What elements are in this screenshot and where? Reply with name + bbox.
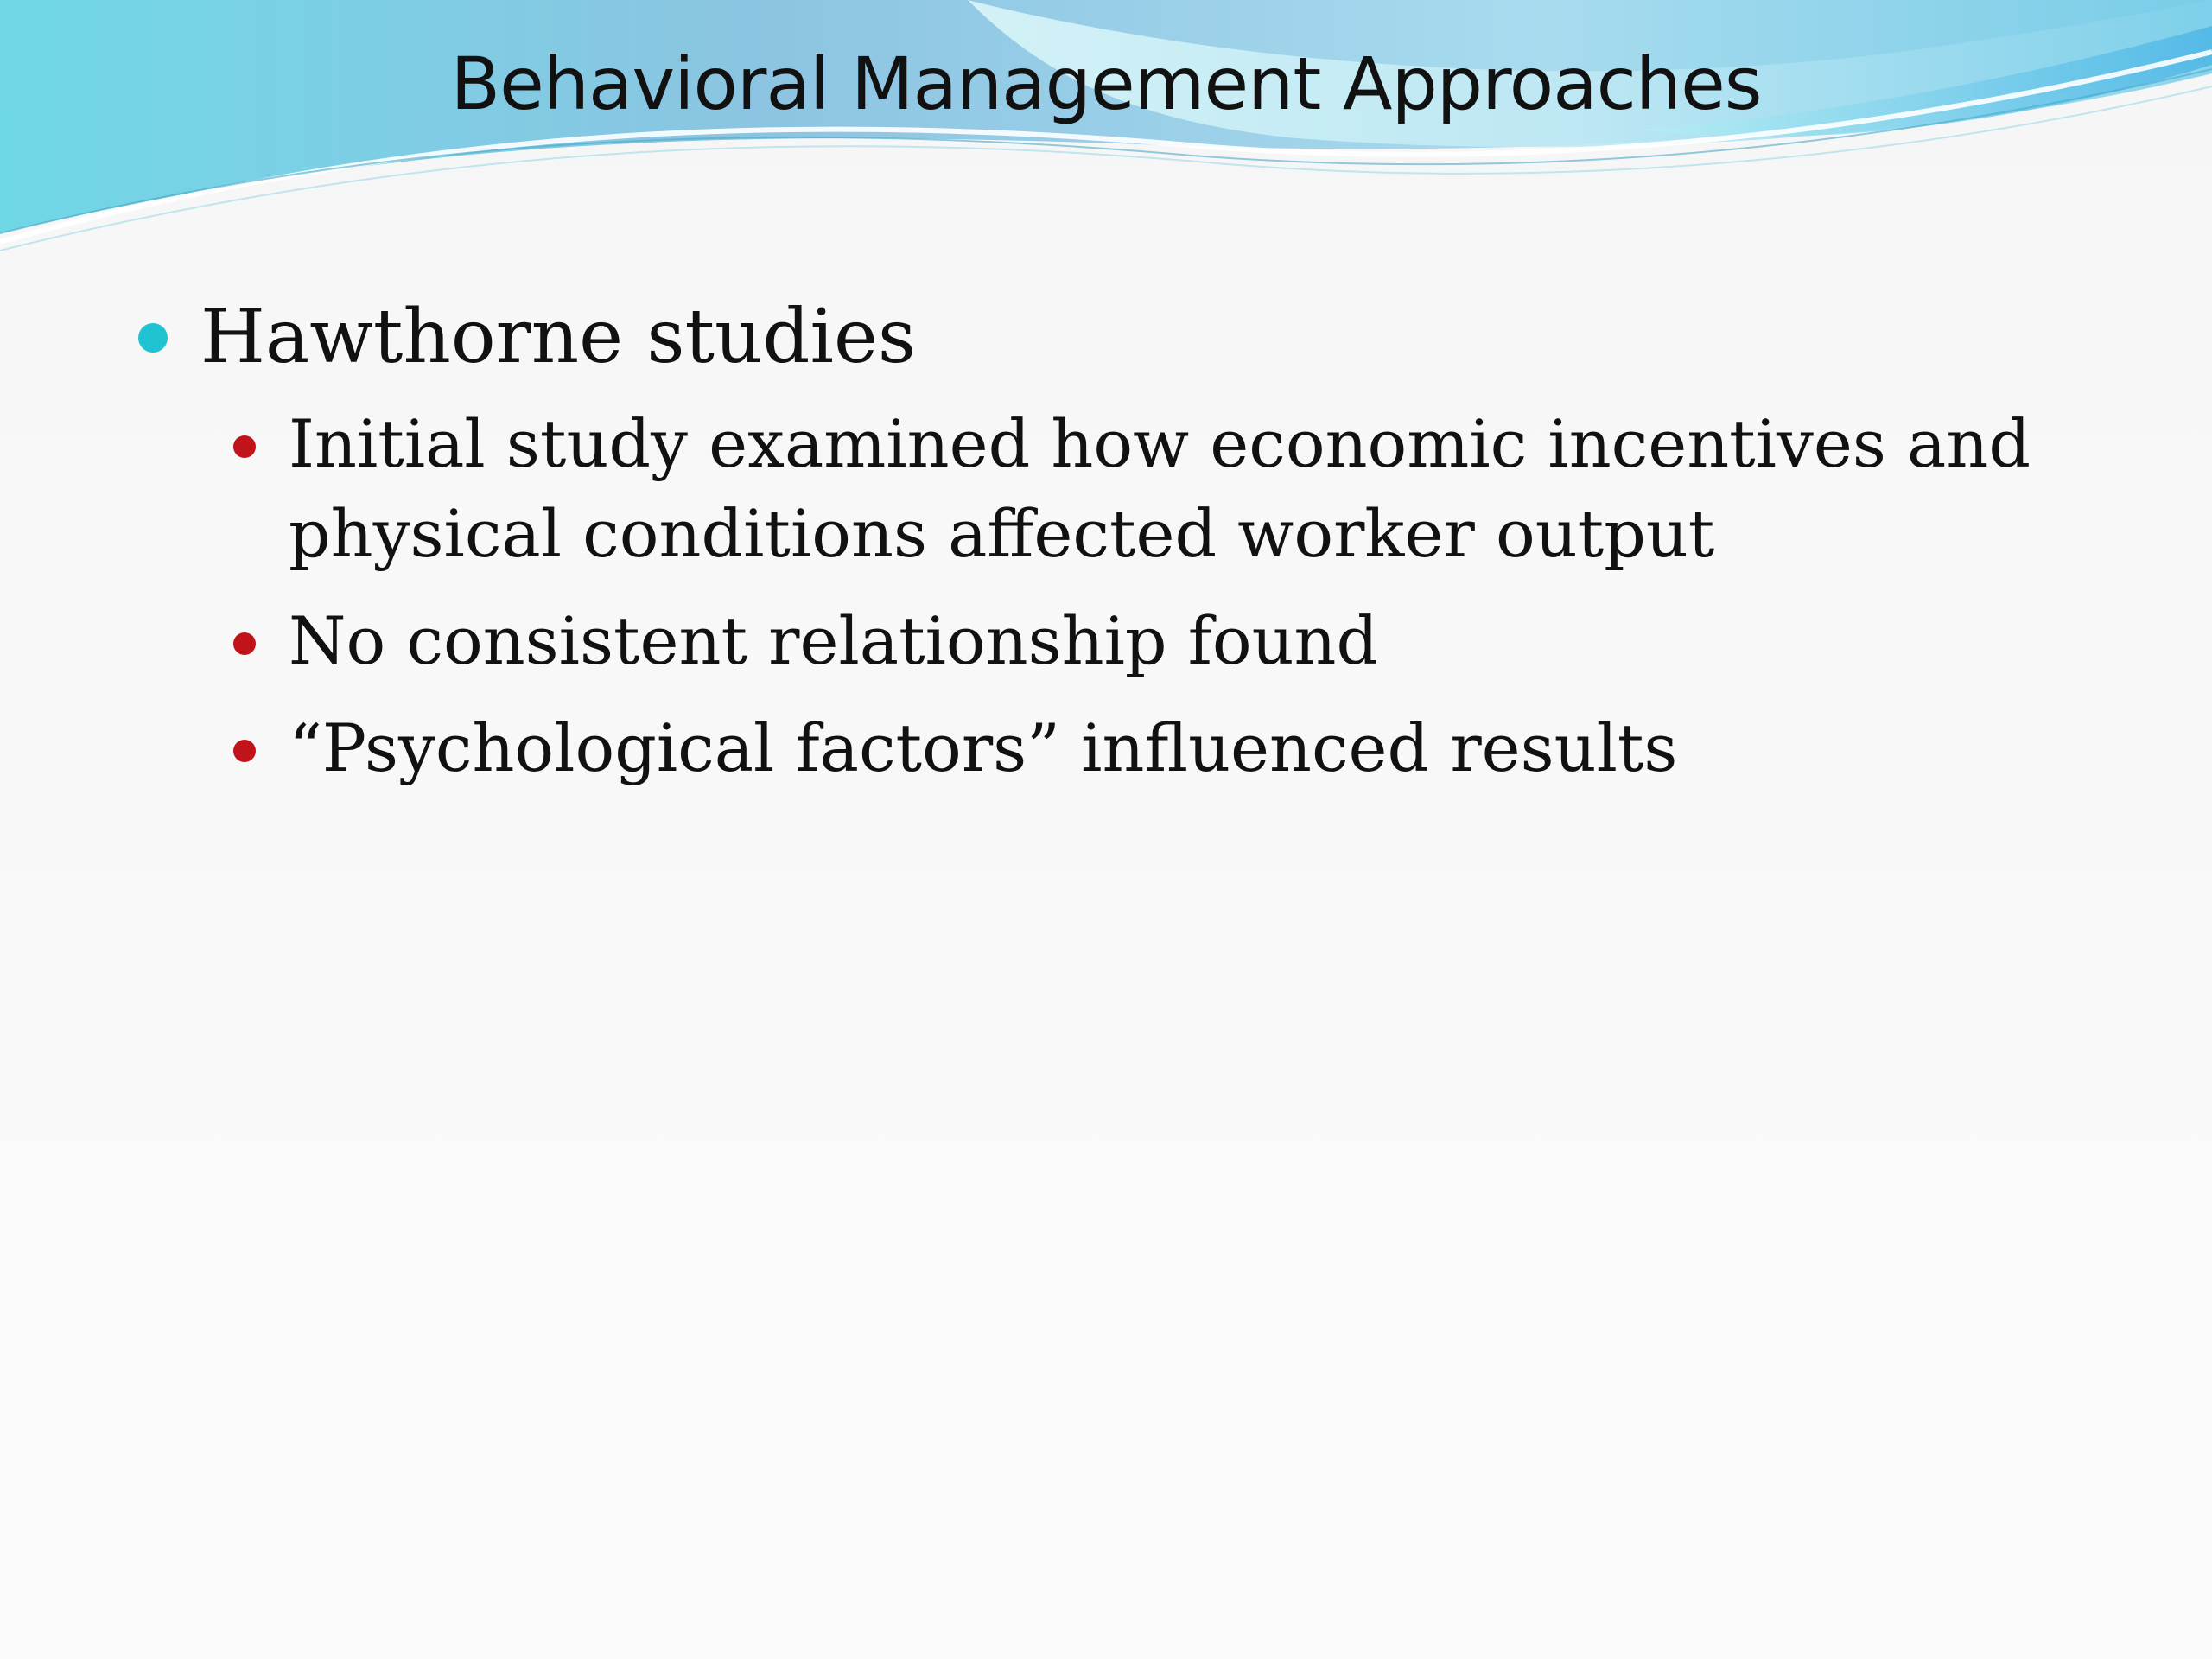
bullet-text: Hawthorne studies — [200, 294, 917, 380]
sub-bullet-text: Initial study examined how economic incentives and physical conditions affected worker output — [289, 405, 2031, 572]
bullet-list — [138, 285, 2082, 810]
sub-bullet — [138, 399, 2082, 579]
sub-bullet-dot-icon — [233, 740, 256, 762]
sub-bullet-text: “Psychological factors” influenced results — [289, 709, 1678, 786]
bullet-dot-icon — [138, 323, 168, 353]
sub-bullet-text: No consistent relationship found — [289, 602, 1379, 679]
sub-bullet-dot-icon — [233, 435, 256, 458]
slide-title: Behavioral Management Approaches — [450, 41, 1762, 126]
sub-bullet — [138, 596, 2082, 686]
bullet-level1 — [138, 285, 2082, 389]
sub-bullet — [138, 703, 2082, 793]
sub-bullet-dot-icon — [233, 632, 256, 655]
